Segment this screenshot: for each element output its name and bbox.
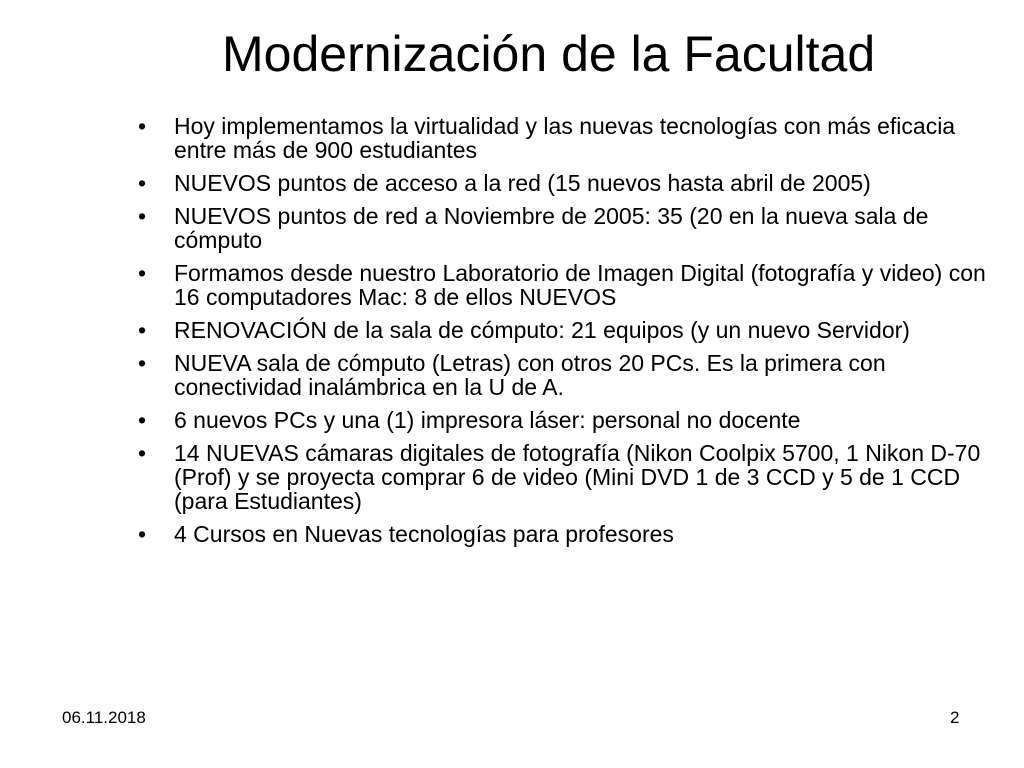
bullet-item bbox=[138, 171, 988, 195]
bullet-icon: • bbox=[138, 317, 147, 343]
bullet-text: NUEVOS puntos de acceso a la red (15 nuevos hasta abril de 2005) bbox=[174, 170, 871, 196]
slide-title: Modernización de la Facultad bbox=[222, 26, 876, 82]
bullet-item bbox=[138, 261, 988, 309]
bullet-icon: • bbox=[138, 170, 147, 196]
footer-date: 06.11.2018 bbox=[62, 708, 146, 727]
bullet-item bbox=[138, 522, 988, 546]
bullet-item bbox=[138, 114, 988, 162]
bullet-text: NUEVA sala de cómputo (Letras) con otros 20 PCs. Es la primera con conectividad inalámbrica en la U de A. bbox=[174, 350, 886, 400]
bullet-icon: • bbox=[138, 260, 147, 286]
bullet-icon: • bbox=[138, 203, 147, 229]
bullet-icon: • bbox=[138, 350, 147, 376]
bullet-icon: • bbox=[138, 440, 147, 466]
bullet-text: 4 Cursos en Nuevas tecnologías para profesores bbox=[174, 521, 674, 547]
slide-number: 2 bbox=[950, 708, 960, 727]
bullet-text: RENOVACIÓN de la sala de cómputo: 21 equipos (y un nuevo Servidor) bbox=[174, 317, 910, 343]
bullet-text: 6 nuevos PCs y una (1) impresora láser: personal no docente bbox=[174, 407, 801, 433]
bullet-item bbox=[138, 318, 988, 342]
bullet-icon: • bbox=[138, 113, 147, 139]
bullet-item bbox=[138, 441, 988, 513]
bullet-icon: • bbox=[138, 521, 147, 547]
bullet-item bbox=[138, 204, 988, 252]
bullet-text: Formamos desde nuestro Laboratorio de Imagen Digital (fotografía y video) con 16 computadores Mac: 8 de ellos NUEVOS bbox=[174, 260, 986, 310]
bullet-icon: • bbox=[138, 407, 147, 433]
bullet-item bbox=[138, 351, 988, 399]
bullet-text: Hoy implementamos la virtualidad y las nuevas tecnologías con más eficacia entre más de 900 estudiantes bbox=[174, 113, 956, 163]
bullet-list bbox=[138, 114, 988, 555]
bullet-text: NUEVOS puntos de red a Noviembre de 2005: 35 (20 en la nueva sala de cómputo bbox=[174, 203, 929, 253]
bullet-item bbox=[138, 408, 988, 432]
bullet-text: 14 NUEVAS cámaras digitales de fotografía (Nikon Coolpix 5700, 1 Nikon D-70 (Prof) y se proyecta comprar 6 de video (Mini DVD 1 de 3 CCD y 5 de 1 CCD (para Estudiantes) bbox=[174, 440, 981, 514]
